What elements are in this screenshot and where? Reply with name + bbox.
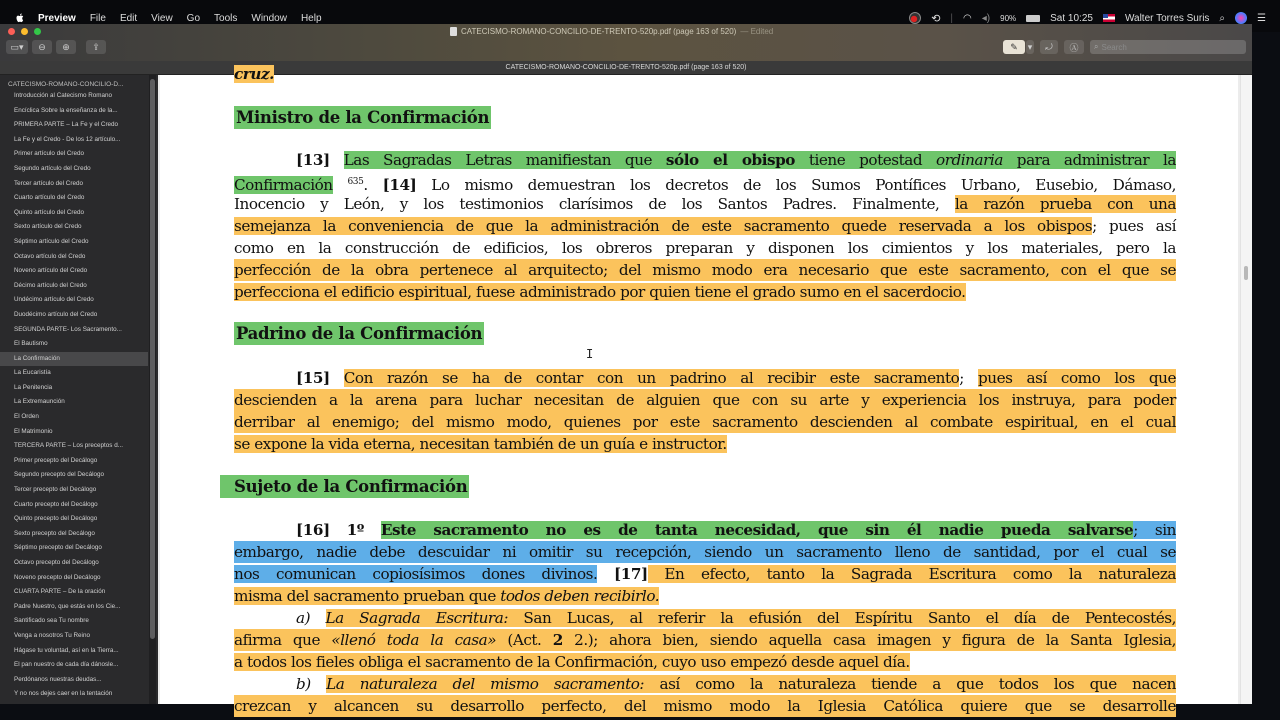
toc-item[interactable]: Quinto precepto del Decálogo bbox=[14, 515, 98, 523]
document-scrollbar[interactable] bbox=[1240, 75, 1252, 704]
p16-line-4: misma del sacramento prueban que todos deben recibirlo. bbox=[234, 587, 660, 605]
input-source-flag-icon[interactable] bbox=[1103, 14, 1115, 22]
toc-item[interactable]: SEGUNDA PARTE- Los Sacramento... bbox=[14, 325, 122, 333]
toc-item[interactable]: PRIMERA PARTE – La Fe y el Credo bbox=[14, 121, 119, 129]
p16-a-line-1: a) La Sagrada Escritura: San Lucas, al referir la efusión del Espíritu Santo el día de Pentecostés, bbox=[296, 609, 1176, 627]
toolbar-right bbox=[1003, 40, 1246, 54]
share-button[interactable]: ⇪ bbox=[86, 40, 106, 54]
toc-item[interactable]: Duodécimo artículo del Credo bbox=[14, 310, 98, 318]
p16-a-line-2: afirma que «llenó toda la casa» (Act. 2 2.); ahora bien, siendo aquella casa imagen y figura de la Santa Iglesia, bbox=[234, 631, 1176, 649]
menu-file[interactable]: File bbox=[89, 12, 106, 24]
p13-line-7: perfecciona el edificio espiritual, fuese administrado por quien tiene el grado sumo en el sacerdocio. bbox=[234, 283, 966, 301]
p15-line-2: descienden a la arena para luchar necesitan de alguien que con su arte y experiencia los instruya, para poder bbox=[234, 391, 1176, 409]
p15-line-3: derribar al enemigo; del mismo modo, quienes por este sacramento descienden al combate espiritual, en el cual bbox=[234, 413, 1176, 431]
toc-list bbox=[0, 89, 158, 702]
toc-item[interactable]: Séptimo artículo del Credo bbox=[14, 237, 89, 245]
preview-window bbox=[0, 24, 1252, 715]
p15-line-4: se expone la vida eterna, necesitan también de un guía e instructor. bbox=[234, 435, 727, 453]
menu-help[interactable]: Help bbox=[300, 12, 322, 24]
markup-toolbar-button[interactable]: Ⓐ bbox=[1064, 40, 1084, 54]
toc-item[interactable]: La Penitencia bbox=[14, 383, 53, 391]
p13-line-4: semejanza la conveniencia de que la administración de este sacramento quede reservada a los obispos; pues así bbox=[234, 217, 1177, 235]
toc-item[interactable]: El pan nuestro de cada día dánosle... bbox=[14, 661, 119, 669]
toc-item[interactable]: La Extremaunción bbox=[14, 398, 65, 406]
toc-item[interactable]: Primer precepto del Decálogo bbox=[14, 456, 98, 464]
zoom-out-button[interactable]: ⊖ bbox=[32, 40, 52, 54]
p13-line-3: Inocencio y León, y los testimonios clarísimos de los Santos Padres. Finalmente, la razón prueba con una bbox=[234, 195, 1176, 213]
rotate-button[interactable]: ⤾ bbox=[1040, 40, 1058, 54]
p16-a-line-3: a todos los fieles obliga el sacramento de la Confirmación, cuyo uso empezó desde aquel día. bbox=[234, 653, 910, 671]
window-titlebar[interactable] bbox=[0, 24, 1252, 61]
p16-line-1: [16] 1º Este sacramento no es de tanta necesidad, que sin él nadie pueda salvarse; sin bbox=[296, 521, 1176, 539]
toc-item[interactable]: Perdónanos nuestras deudas... bbox=[14, 675, 102, 683]
p16-line-2: embargo, nadie debe descuidar ni omitir su recepción, siendo un sacramento lleno de santidad, por el cual se bbox=[234, 543, 1176, 561]
wifi-icon[interactable]: ◠ bbox=[963, 12, 972, 24]
toc-item[interactable]: La Eucaristía bbox=[14, 369, 51, 377]
volume-icon[interactable]: ◂) bbox=[981, 12, 991, 24]
toc-item[interactable]: Cuarto artículo del Credo bbox=[14, 194, 85, 202]
p16-b-line-1: b) La naturaleza del mismo sacramento: así como la naturaleza tiende a que todos los que nacen bbox=[296, 675, 1176, 693]
toc-item[interactable]: Quinto artículo del Credo bbox=[14, 208, 85, 216]
toc-item[interactable]: Séptimo precepto del Decálogo bbox=[14, 544, 102, 552]
markup-dropdown-icon[interactable]: ▾ bbox=[1026, 40, 1034, 54]
menu-app-preview[interactable]: Preview bbox=[38, 12, 76, 24]
heading-ministro: Ministro de la Confirmación bbox=[236, 108, 490, 127]
toc-item[interactable]: Noveno artículo del Credo bbox=[14, 267, 88, 275]
antivirus-status-icon[interactable] bbox=[909, 12, 921, 24]
p15-line-1: [15] Con razón se ha de contar con un padrino al recibir este sacramento; pues así como los que bbox=[296, 369, 1176, 387]
menu-edit[interactable]: Edit bbox=[119, 12, 138, 24]
zoom-in-button[interactable]: ⊕ bbox=[56, 40, 76, 54]
siri-icon[interactable] bbox=[1235, 12, 1247, 24]
search-placeholder: Search bbox=[1101, 42, 1127, 52]
menu-view[interactable]: View bbox=[151, 12, 173, 24]
toc-item[interactable]: Y no nos dejes caer en la tentación bbox=[14, 690, 113, 698]
toc-item[interactable]: Sexto precepto del Decálogo bbox=[14, 529, 95, 537]
toc-item[interactable]: Santificado sea Tu nombre bbox=[14, 617, 89, 625]
document-scroll-thumb[interactable] bbox=[1244, 266, 1248, 280]
toc-item[interactable]: El Bautismo bbox=[14, 340, 48, 348]
table-of-contents-sidebar bbox=[0, 75, 158, 704]
toc-item[interactable]: Sexto artículo del Credo bbox=[14, 223, 82, 231]
menu-separator: | bbox=[950, 12, 954, 24]
search-icon: ⌕ bbox=[1094, 42, 1099, 51]
battery-percent: 90% bbox=[1000, 13, 1017, 23]
toc-item[interactable]: La Fe y el Credo - De los 12 artículo... bbox=[14, 135, 121, 143]
menu-go[interactable]: Go bbox=[186, 12, 201, 24]
close-button[interactable] bbox=[8, 28, 15, 35]
toc-item[interactable]: Segundo precepto del Decálogo bbox=[14, 471, 104, 479]
toc-item[interactable]: Noveno precepto del Decálogo bbox=[14, 573, 101, 581]
clock[interactable]: Sat 10:25 bbox=[1050, 12, 1093, 24]
p13-line-2: Confirmación $^{635}$. [14] Lo mismo demuestran los decretos de los Sumos Pontífices Urbano, Eusebio, Dámaso, bbox=[234, 176, 1176, 194]
p13-line-6: perfección de la obra pertenece al arquitecto; del mismo modo era necesario que este sacramento, con el que se bbox=[234, 261, 1176, 279]
document-title-bar: CATECISMO-ROMANO-CONCILIO-DE-TRENTO-520p.pdf (page 163 of 520) bbox=[0, 61, 1252, 75]
sidebar-scrollbar[interactable] bbox=[149, 75, 156, 704]
p13-line-1: [13] Las Sagradas Letras manifiestan que sólo el obispo tiene potestad ordinaria para administrar la bbox=[296, 151, 1176, 169]
window-title bbox=[450, 27, 773, 36]
toc-item[interactable]: Segundo artículo del Credo bbox=[14, 164, 91, 172]
minimize-button[interactable] bbox=[21, 28, 28, 35]
toc-item[interactable]: El Orden bbox=[14, 413, 39, 421]
document-proxy-icon[interactable] bbox=[450, 27, 457, 36]
toc-item[interactable]: Encíclica Sobre la enseñanza de la... bbox=[14, 106, 118, 114]
toolbar-left bbox=[6, 40, 106, 54]
markup-pen-button[interactable]: ✎ bbox=[1003, 40, 1025, 54]
time-machine-icon[interactable]: ⟲ bbox=[931, 12, 941, 25]
toc-item[interactable]: Cuarto precepto del Decálogo bbox=[14, 500, 98, 508]
toc-item[interactable]: TERCERA PARTE – Los preceptos d... bbox=[14, 442, 123, 450]
toc-item[interactable]: Octavo precepto del Decálogo bbox=[14, 559, 99, 566]
menu-window[interactable]: Window bbox=[251, 12, 287, 24]
menu-tools[interactable]: Tools bbox=[214, 12, 238, 24]
toc-item[interactable]: Tercer artículo del Credo bbox=[14, 179, 83, 187]
heading-sujeto: Sujeto de la Confirmación bbox=[220, 475, 469, 498]
search-field[interactable] bbox=[1090, 40, 1246, 54]
p13-line-5: como en la construcción de edificios, los obreros preparan y disponen los cimientos y los materiales, pero la bbox=[234, 239, 1176, 257]
zoom-button[interactable] bbox=[34, 28, 41, 35]
toc-item[interactable]: CUARTA PARTE – De la oración bbox=[14, 588, 106, 596]
heading-padrino: Padrino de la Confirmación bbox=[236, 324, 483, 343]
text-cursor-icon: I bbox=[586, 347, 594, 361]
toc-item[interactable]: Undécimo artículo del Credo bbox=[14, 296, 94, 304]
toc-root[interactable]: CATECISMO-ROMANO-CONCILIO-D... bbox=[8, 81, 124, 88]
toc-item[interactable]: Tercer precepto del Decálogo bbox=[14, 486, 97, 494]
toc-item[interactable]: La Confirmación bbox=[0, 352, 148, 367]
p16-b-line-2: crezcan y alcancen su desarrollo perfecto, del mismo modo la Iglesia Católica quiere que se desarrolle bbox=[234, 697, 1176, 715]
user-name[interactable]: Walter Torres Suris bbox=[1124, 12, 1210, 24]
sidebar-toggle-button[interactable]: ▭▾ bbox=[6, 40, 28, 54]
toc-item[interactable]: Padre Nuestro, que estás en los Cie... bbox=[14, 602, 121, 610]
toc-item[interactable]: Hágase tu voluntad, así en la Tierra... bbox=[14, 646, 119, 654]
window-title-text[interactable]: CATECISMO-ROMANO-CONCILIO-DE-TRENTO-520p.pdf (page 163 of 520) bbox=[461, 27, 737, 36]
toc-item[interactable]: Primer artículo del Credo bbox=[14, 150, 84, 158]
traffic-lights bbox=[8, 28, 41, 35]
toc-item[interactable]: Venga a nosotros Tu Reino bbox=[14, 631, 90, 639]
battery-icon[interactable] bbox=[1026, 15, 1040, 22]
p16-line-3: nos comunican copiosísimos dones divinos. [17] En efecto, tanto la Sagrada Escritura como la naturaleza bbox=[234, 565, 1176, 583]
toc-item[interactable]: Décimo artículo del Credo bbox=[14, 281, 87, 289]
toc-item[interactable]: Introducción al Catecismo Romano bbox=[14, 92, 112, 99]
top-fragment-line: cruz. bbox=[234, 65, 274, 83]
toc-item[interactable]: Octavo artículo del Credo bbox=[14, 252, 86, 260]
apple-icon[interactable] bbox=[14, 12, 26, 24]
notification-center-icon[interactable]: ☰ bbox=[1257, 12, 1266, 24]
toc-item[interactable]: El Matrimonio bbox=[14, 427, 53, 435]
sidebar-scroll-thumb[interactable] bbox=[150, 79, 155, 639]
edited-indicator: — Edited bbox=[740, 27, 774, 36]
spotlight-search-icon[interactable]: ⌕ bbox=[1219, 12, 1226, 24]
